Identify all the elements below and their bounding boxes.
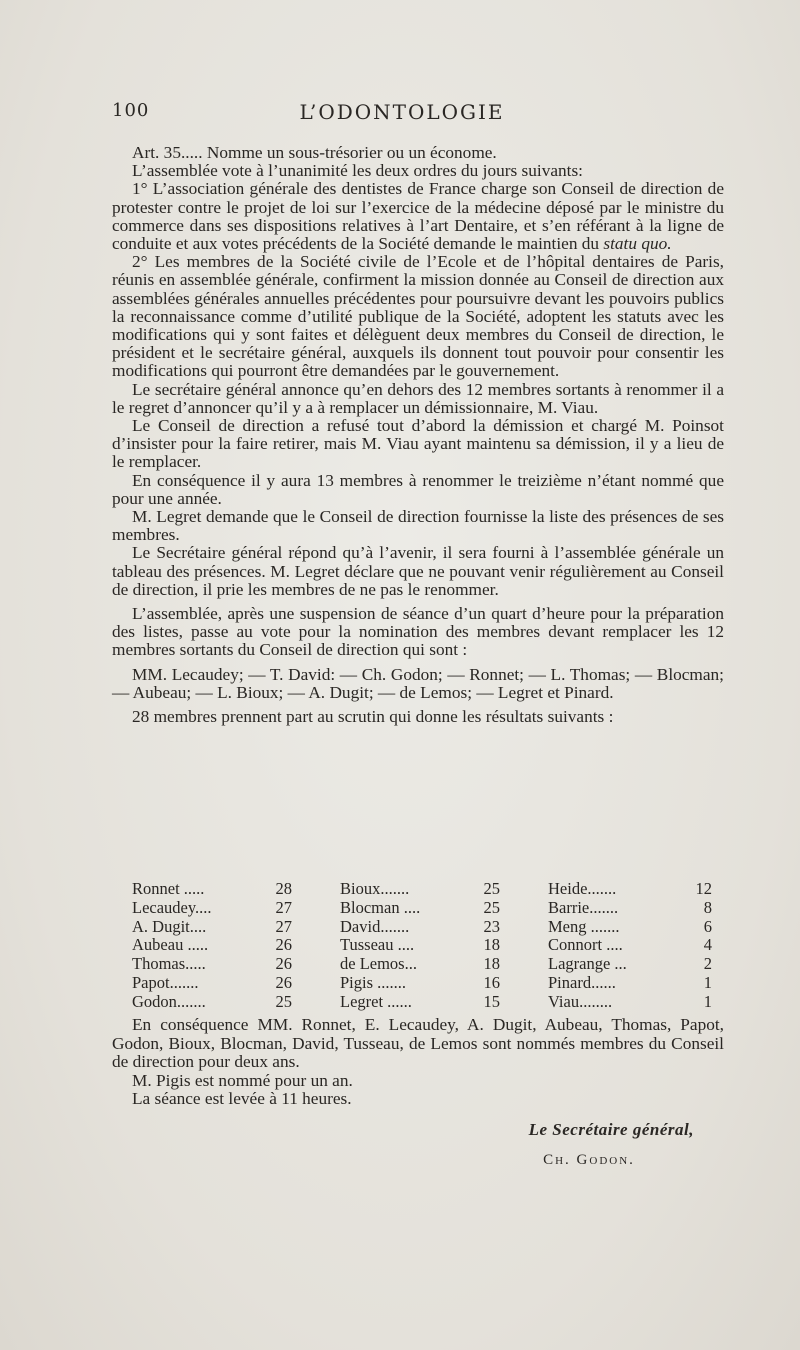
closing-section xyxy=(112,1016,724,1109)
vote-count: 26 xyxy=(275,935,292,955)
vote-count: 25 xyxy=(483,879,500,898)
vote-count: 27 xyxy=(275,916,292,936)
result-row xyxy=(132,974,292,993)
pigis-paragraph: M. Pigis est nommé pour un an. xyxy=(132,1070,353,1090)
vote-count: 25 xyxy=(275,991,292,1011)
result-row xyxy=(548,918,712,937)
results-column-1 xyxy=(132,880,292,1012)
candidate-name: A. Dugit.... xyxy=(132,916,207,936)
candidate-name: Tusseau .... xyxy=(340,935,415,955)
legret-request-paragraph: M. Legret demande que le Conseil de direction fournisse la liste des présences de ses membres. xyxy=(112,507,724,545)
result-row xyxy=(548,880,712,899)
vote-count: 16 xyxy=(483,972,500,992)
resolution-2-paragraph: 2° Les membres de la Société civile de l’Ecole et de l’hôpital dentaires de Paris, réunis en assemblée générale, confirment la mission donnée au Conseil de direction aux assemblées générales annuelles précédentes pour poursuivre devant les pouvoirs publics la reconnaissance comme d’utilité publique de la Société, adoptent les statuts avec les modifications qui y sont faites et délèguent deux membres du Conseil de direction, le président et le secrétaire général, auxquels ils donnent tout pouvoir pour consentir les modifications qui pourront être demandées par le gouvernement. xyxy=(112,252,724,381)
vote-count: 12 xyxy=(695,879,712,898)
candidate-name: Pinard...... xyxy=(548,972,616,992)
results-column-2 xyxy=(340,880,500,1012)
page-number: 100 xyxy=(112,100,150,121)
candidate-name: Aubeau ..... xyxy=(132,935,209,955)
result-row xyxy=(340,880,500,899)
elected-members-paragraph: En conséquence MM. Ronnet, E. Lecaudey, A. Dugit, Aubeau, Thomas, Papot, Godon, Bioux, Blocman, David, Tusseau, de Lemos sont nommés membres du Conseil de direction pour deux ans. xyxy=(112,1015,724,1072)
result-row xyxy=(132,880,292,899)
thirteen-members-paragraph: En conséquence il y aura 13 membres à renommer le treizième n’étant nommé que pour une année. xyxy=(112,470,724,508)
candidate-name: Legret ...... xyxy=(340,991,412,1011)
vote-count: 28 xyxy=(275,879,292,898)
result-row xyxy=(548,993,712,1012)
candidate-name: de Lemos... xyxy=(340,954,417,974)
vote-count: 4 xyxy=(703,935,712,955)
result-row xyxy=(132,993,292,1012)
result-row xyxy=(548,936,712,955)
result-row xyxy=(340,936,500,955)
vote-count: 8 xyxy=(703,897,712,917)
candidate-name: Bioux....... xyxy=(340,879,410,898)
secretary-reply-paragraph: Le Secrétaire général répond qu’à l’avenir, il sera fourni à l’assemblée générale un tableau des présences. M. Legret déclare que ne pouvant venir régulièrement au Conseil de direction, il prie les membres de ne pas le renommer. xyxy=(112,543,724,599)
vote-count: 25 xyxy=(483,897,500,917)
vote-count: 18 xyxy=(483,954,500,974)
candidate-name: Thomas..... xyxy=(132,954,206,974)
result-row xyxy=(340,974,500,993)
vote-count: 23 xyxy=(483,916,500,936)
candidate-name: Heide....... xyxy=(548,879,617,898)
vote-count: 18 xyxy=(483,935,500,955)
resignation-paragraph: Le secrétaire général annonce qu’en dehors des 12 membres sortants à renommer il a le regret d’annoncer qu’il y a à remplacer un démissionnaire, M. Viau. xyxy=(112,379,724,417)
candidate-name: Ronnet ..... xyxy=(132,879,205,898)
document-body xyxy=(112,144,724,726)
candidate-name: David....... xyxy=(340,916,410,936)
vote-count: 2 xyxy=(703,954,712,974)
vote-count: 26 xyxy=(275,972,292,992)
result-row xyxy=(132,955,292,974)
candidate-name: Lagrange ... xyxy=(548,954,627,974)
vote-count: 1 xyxy=(703,991,712,1011)
signature-block xyxy=(454,1120,694,1169)
vote-count: 26 xyxy=(275,954,292,974)
result-row xyxy=(340,955,500,974)
resolution-1-text: 1° L’association générale des dentistes de France charge son Conseil de direction de protester contre le projet de loi sur l’exercice de la médecine déposé par le ministre du commerce dans ses dispositions relatives à l’art Dentaire, et s’en référant à la ligne de conduite et aux votes précédents de la Société demande le maintien du xyxy=(112,179,724,254)
candidate-name: Papot....... xyxy=(132,972,199,992)
outgoing-members-list: MM. Lecaudey; — T. David: — Ch. Godon; — Ronnet; — L. Thomas; — Blocman; — Aubeau; — L. Bioux; — A. Dugit; — de Lemos; — Legret et Pinard. xyxy=(112,664,724,702)
candidate-name: Godon....... xyxy=(132,991,206,1011)
result-row xyxy=(548,974,712,993)
running-title: L’ODONTOLOGIE xyxy=(299,100,505,124)
candidate-name: Pigis ....... xyxy=(340,972,407,992)
page-header xyxy=(112,100,692,130)
suspension-paragraph: L’assemblée, après une suspension de séance d’un quart d’heure pour la préparation des listes, passe au vote pour la nomination des membres devant remplacer les 12 membres sortants du Conseil de direction qui sont : xyxy=(112,604,724,660)
vote-count: 27 xyxy=(275,897,292,917)
result-row xyxy=(548,955,712,974)
adjournment-paragraph: La séance est levée à 11 heures. xyxy=(132,1089,352,1109)
result-row xyxy=(340,918,500,937)
result-row xyxy=(548,899,712,918)
statu-quo-text: statu quo. xyxy=(603,234,672,254)
vote-count: 6 xyxy=(703,916,712,936)
signature-name: Ch. Godon. xyxy=(543,1152,635,1168)
result-row xyxy=(132,918,292,937)
candidate-name: Viau........ xyxy=(548,991,613,1011)
article-35-paragraph: Art. 35..... Nomme un sous-trésorier ou un économe. xyxy=(132,143,497,162)
results-column-3 xyxy=(548,880,712,1012)
vote-count: 1 xyxy=(703,972,712,992)
result-row xyxy=(132,936,292,955)
candidate-name: Connort .... xyxy=(548,935,623,955)
vote-count: 15 xyxy=(483,991,500,1011)
refusal-paragraph: Le Conseil de direction a refusé tout d’abord la démission et chargé M. Poinsot d’insister pour la faire retirer, mais M. Viau ayant maintenu sa démission, il y a lieu de le remplacer. xyxy=(112,416,724,472)
result-row xyxy=(340,993,500,1012)
candidate-name: Lecaudey.... xyxy=(132,897,212,917)
vote-intro-paragraph: L’assemblée vote à l’unanimité les deux ordres du jours suivants: xyxy=(132,161,583,181)
candidate-name: Meng ....... xyxy=(548,916,620,936)
signature-title: Le Secrétaire général, xyxy=(528,1120,694,1139)
ballot-intro-paragraph: 28 membres prennent part au scrutin qui donne les résultats suivants : xyxy=(132,707,614,727)
candidate-name: Barrie....... xyxy=(548,897,619,917)
result-row xyxy=(340,899,500,918)
result-row xyxy=(132,899,292,918)
resolution-1-paragraph xyxy=(112,180,724,253)
candidate-name: Blocman .... xyxy=(340,897,421,917)
